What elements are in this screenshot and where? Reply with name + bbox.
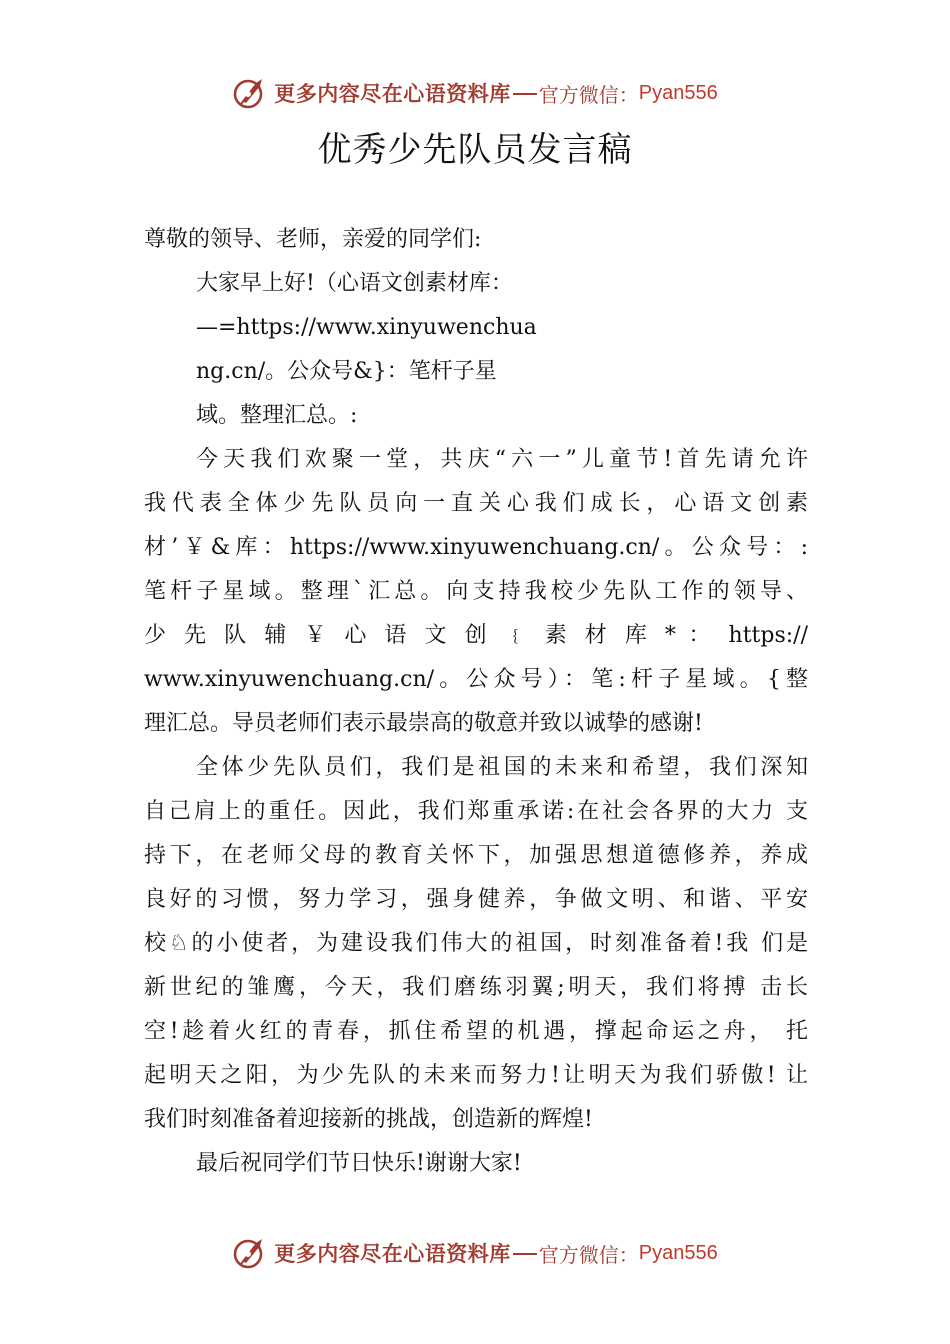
- text-line: 尊敬的领导、老师，亲爱的同学们:: [144, 227, 482, 252]
- footer-wechat-id: Pyan556: [638, 1241, 718, 1264]
- footer-dash-divider: [513, 1253, 537, 1255]
- footer-wechat-label: 官方微信：: [538, 1242, 639, 1267]
- text-line: —=https://www.xinyuwenchua: [196, 315, 537, 340]
- text-line: 今天我们欢聚一堂，共庆“六一”儿童节!首先请允许: [196, 447, 808, 472]
- speech-body: [144, 218, 808, 1186]
- text-line: 少 先 队 辅 ￥ 心 语 文 创 ﹛ 素 材 库 * ： https://: [144, 623, 808, 648]
- text-line: 理汇总。导员老师们表示最崇高的敬意并致以诚挚的感谢!: [144, 711, 703, 736]
- text-line: 笔杆子星域。整理`汇总。向支持我校少先队工作的领导、: [144, 579, 808, 604]
- footer-banner: [0, 1231, 950, 1275]
- text-line: 我们时刻准备着迎接新的挑战，创造新的辉煌!: [144, 1107, 593, 1132]
- text-line: 校♘的小使者，为建设我们伟大的祖国，时刻准备着!我 们是: [144, 931, 808, 956]
- header-wechat-label: 官方微信：: [538, 82, 639, 107]
- text-line: 空!趁着火红的青春，抓住希望的机遇，撑起命运之舟， 托: [144, 1019, 808, 1044]
- text-line: 良好的习惯，努力学习，强身健养，争做文明、和谐、平安: [144, 887, 808, 912]
- text-line: 材’￥&库：https://www.xinyuwenchuang.cn/。公众号：:: [144, 535, 808, 560]
- page-title: 优秀少先队员发言稿: [317, 130, 633, 170]
- quill-pen-logo-icon: [232, 1235, 268, 1271]
- header-wechat-id: Pyan556: [638, 81, 718, 104]
- text-line: 全体少先队员们，我们是祖国的未来和希望，我们深知: [196, 755, 808, 780]
- text-line: 大家早上好!（心语文创素材库：: [196, 271, 513, 296]
- text-line: 新世纪的雏鹰，今天，我们磨练羽翼;明天，我们将搏 击长: [144, 975, 808, 1000]
- text-line: 起明天之阳，为少先队的未来而努力!让明天为我们骄傲! 让: [144, 1063, 808, 1088]
- text-line: 最后祝同学们节日快乐!谢谢大家!: [196, 1151, 522, 1176]
- quill-pen-logo-icon: [232, 75, 268, 111]
- text-line: 域。整理汇总。:: [196, 403, 358, 428]
- text-line: www.xinyuwenchuang.cn/。公众号）：笔:杆子星域。{整: [144, 667, 808, 692]
- text-line: 持下，在老师父母的教育关怀下，加强思想道德修养，养成: [144, 843, 808, 868]
- text-line: ng.cn/。公众号&}：笔杆子星: [196, 359, 497, 384]
- footer-site-text: 更多内容尽在心语资料库: [274, 1241, 511, 1266]
- text-line: 自己肩上的重任。因此，我们郑重承诺:在社会各界的大力 支: [144, 799, 808, 824]
- header-dash-divider: [513, 93, 537, 95]
- text-line: 我代表全体少先队员向一直关心我们成长，心语文创素: [144, 491, 808, 516]
- header-banner: [0, 71, 950, 115]
- header-site-text: 更多内容尽在心语资料库: [274, 81, 511, 106]
